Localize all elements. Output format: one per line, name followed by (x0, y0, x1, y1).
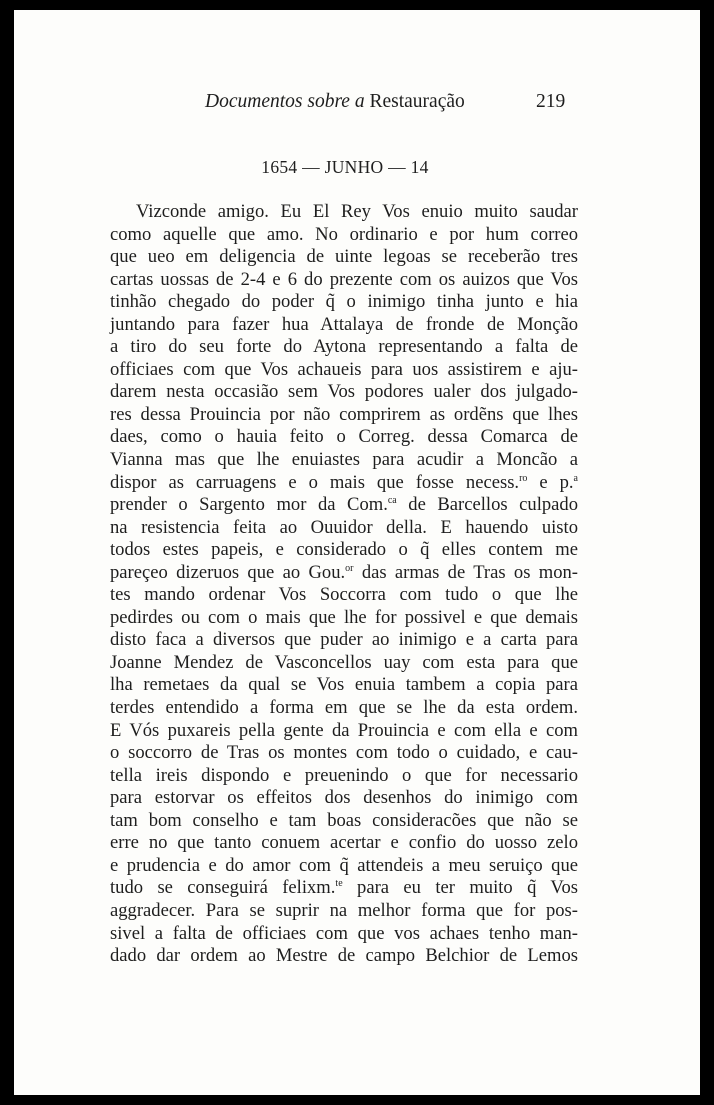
text-line: sivel a falta de officiaes com que vos achaes tenho man- (110, 922, 578, 944)
text-line: pedirdes ou com o mais que lhe for possivel e que demais (110, 606, 578, 628)
letter-date-heading (14, 155, 700, 179)
superscript: a (573, 472, 578, 484)
superscript: ca (387, 495, 397, 507)
text-line-with-superscripts: dispor as carruagens e o mais que fosse necess.$^{ro}$ e p.$^a$ (110, 471, 578, 493)
text-line: tes mando ordenar Vos Soccorra com tudo o que lhe (110, 584, 578, 606)
text-line: cartas uossas de 2-4 e 6 do prezente com os auizos que Vos (110, 268, 578, 290)
superscript: or (345, 562, 354, 574)
text-line: o soccorro de Tras os montes com todo o cuidado, e cau- (110, 742, 578, 764)
text-line: juntando para fazer hua Attalaya de fronde de Monção (110, 313, 578, 335)
text-line: Joanne Mendez de Vasconcellos uay com esta para que (110, 651, 578, 673)
text-line: erre no que tanto conuem acertar e confio do uosso zelo (110, 832, 578, 854)
text-line: tinhão chegado do poder q̃ o inimigo tinha junto e hia (110, 291, 578, 313)
text-line: Vianna mas que lhe enuiastes para acudir a Moncão a (110, 449, 578, 471)
document-page (14, 10, 700, 1095)
text-line: na resistencia feita ao Ouuidor della. E hauendo uisto (110, 516, 578, 538)
text-line: officiaes com que Vos achaueis para uos assistirem e aju- (110, 358, 578, 380)
text-line: res dessa Prouincia por não comprirem as ordẽns que lhes (110, 403, 578, 425)
text-line: darem nesta occasião sem Vos podores ualer dos julgado- (110, 381, 578, 403)
text-line-with-superscript: prender o Sargento mor da Com.$^{ca}$ de Barcellos culpado (110, 494, 578, 516)
running-title-roman: Restauração (369, 91, 465, 112)
running-title-italic: Documentos sobre a (205, 91, 365, 112)
letter-body (110, 201, 578, 968)
text-line: para estorvar os effeitos dos desenhos do inimigo com (110, 787, 578, 809)
text-line: terdes entendido a forma em que se lhe da esta ordem. (110, 697, 578, 719)
page-header (14, 88, 700, 116)
text-line: que ueo em deligencia de uinte legoas se receberão tres (110, 246, 578, 268)
text-line: tella ireis dispondo e preuenindo o que for necessario (110, 764, 578, 786)
text-line: tam bom conselho e tam boas consideracões que não se (110, 809, 578, 831)
text-line: daes, como o hauia feito o Correg. dessa Comarca de (110, 426, 578, 448)
text-line: E Vós puxareis pella gente da Prouincia e com ella e com (110, 719, 578, 741)
running-title (205, 88, 465, 116)
text-line-with-superscript: tudo se conseguirá felixm.$^{te}$ para eu ter muito q̃ Vos (110, 877, 578, 899)
text-line: e prudencia e do amor com q̃ attendeis a meu seruiço que (110, 854, 578, 876)
text-line: a tiro do seu forte do Aytona representando a falta de (110, 336, 578, 358)
text-line: todos estes papeis, e considerado o q̃ elles contem me (110, 539, 578, 561)
text-line: como aquelle que amo. No ordinario e por hum correo (110, 223, 578, 245)
text-line-with-superscript: pareçeo dizeruos que ao Gou.$^{or}$ das armas de Tras os mon- (110, 561, 579, 583)
superscript: te (335, 878, 343, 890)
text-line: dado dar ordem ao Mestre de campo Belchior de Lemos (110, 945, 578, 967)
letter-date-text: 1654 — JUNHO — 14 (261, 157, 429, 177)
text-line: lha remetaes da qual se Vos enuia tambem a copia para (110, 674, 578, 696)
text-line: aggradecer. Para se suprir na melhor forma que for pos- (110, 899, 578, 921)
text-line: disto faca a diversos que puder ao inimigo e a carta para (110, 629, 578, 651)
superscript: ro (519, 472, 528, 484)
text-line: Vizconde amigo. Eu El Rey Vos enuio muito saudar (136, 201, 578, 222)
page-number: 219 (536, 91, 566, 112)
